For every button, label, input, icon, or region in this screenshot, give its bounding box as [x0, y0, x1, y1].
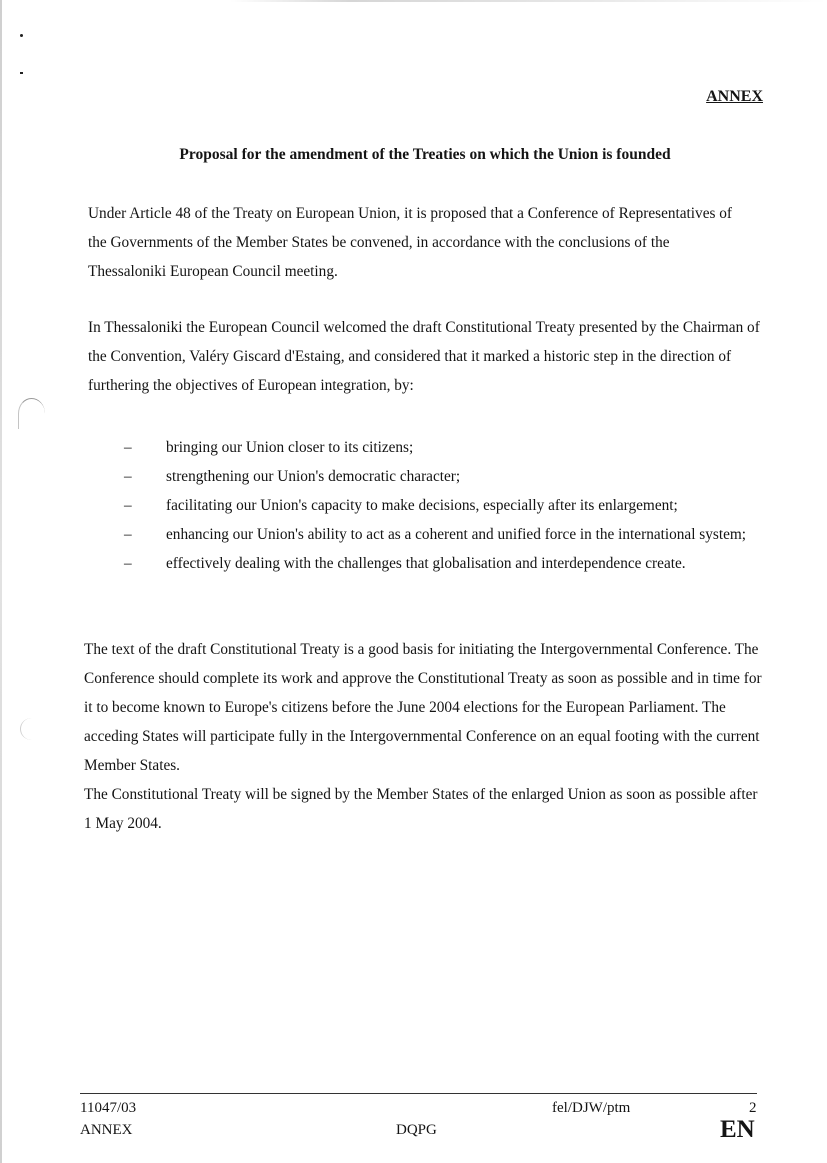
- objectives-list: [122, 433, 772, 578]
- bullet-dash: –: [124, 439, 132, 456]
- list-item: [122, 433, 772, 462]
- list-item: [122, 520, 772, 549]
- paragraph-intergovernmental-conference: [84, 635, 764, 838]
- bullet-dash: –: [124, 555, 132, 572]
- footer-divider: [80, 1093, 757, 1094]
- footer-language-code: EN: [720, 1116, 755, 1143]
- scan-artifact-top-line: [230, 0, 827, 2]
- footer-page-number: 2: [749, 1100, 757, 1116]
- bullet-dash: –: [124, 497, 132, 514]
- paragraph-thessaloniki: In Thessaloniki the European Council welcomed the draft Constitutional Treaty presented by the Chairman of the Convention, Valéry Giscard d'Estaing, and considered that it marked a historic step in the direction of furthering the objectives of European integration, by:: [88, 319, 760, 394]
- list-item: [122, 491, 772, 520]
- punch-hole-mark: [18, 398, 45, 429]
- footer-document-number: 11047/03: [80, 1100, 137, 1116]
- scan-speck: [20, 34, 23, 37]
- document-title: Proposal for the amendment of the Treaties on which the Union is founded: [179, 146, 671, 163]
- footer-reference: fel/DJW/ptm: [552, 1100, 631, 1116]
- bullet-dash: –: [124, 468, 132, 485]
- list-item-text: bringing our Union closer to its citizens;: [166, 439, 414, 456]
- scan-speck: [20, 72, 23, 74]
- list-item: [122, 549, 772, 578]
- paragraph-text-signing: The Constitutional Treaty will be signed by the Member States of the enlarged Union as soon as possible after 1 May 2004.: [84, 786, 758, 832]
- punch-hole-mark: [20, 718, 43, 740]
- list-item-text: facilitating our Union's capacity to make decisions, especially after its enlargement;: [166, 497, 678, 514]
- list-item: [122, 462, 772, 491]
- footer-annex-label: ANNEX: [80, 1122, 133, 1138]
- paragraph-article-48: Under Article 48 of the Treaty on European Union, it is proposed that a Conference of Representatives of the Governments of the Member States be convened, in accordance with the conclusions of the Thessaloniki European Council meeting.: [88, 205, 732, 280]
- footer-department: DQPG: [396, 1122, 437, 1138]
- list-item-text: strengthening our Union's democratic character;: [166, 468, 461, 485]
- annex-heading: ANNEX: [706, 88, 763, 105]
- list-item-text: effectively dealing with the challenges that globalisation and interdependence create.: [166, 555, 686, 572]
- scan-artifact-left-edge: [0, 0, 2, 1163]
- list-item-text: enhancing our Union's ability to act as a coherent and unified force in the international system;: [166, 526, 747, 543]
- bullet-dash: –: [124, 526, 132, 543]
- paragraph-text: The text of the draft Constitutional Treaty is a good basis for initiating the Intergovernmental Conference. The Conference should complete its work and approve the Constitutional Treaty as soon as possible and in time for it to become known to Europe's citizens before the June 2004 elections for the European Parliament. The acceding States will participate fully in the Intergovernmental Conference on an equal footing with the current Member States.: [84, 641, 762, 774]
